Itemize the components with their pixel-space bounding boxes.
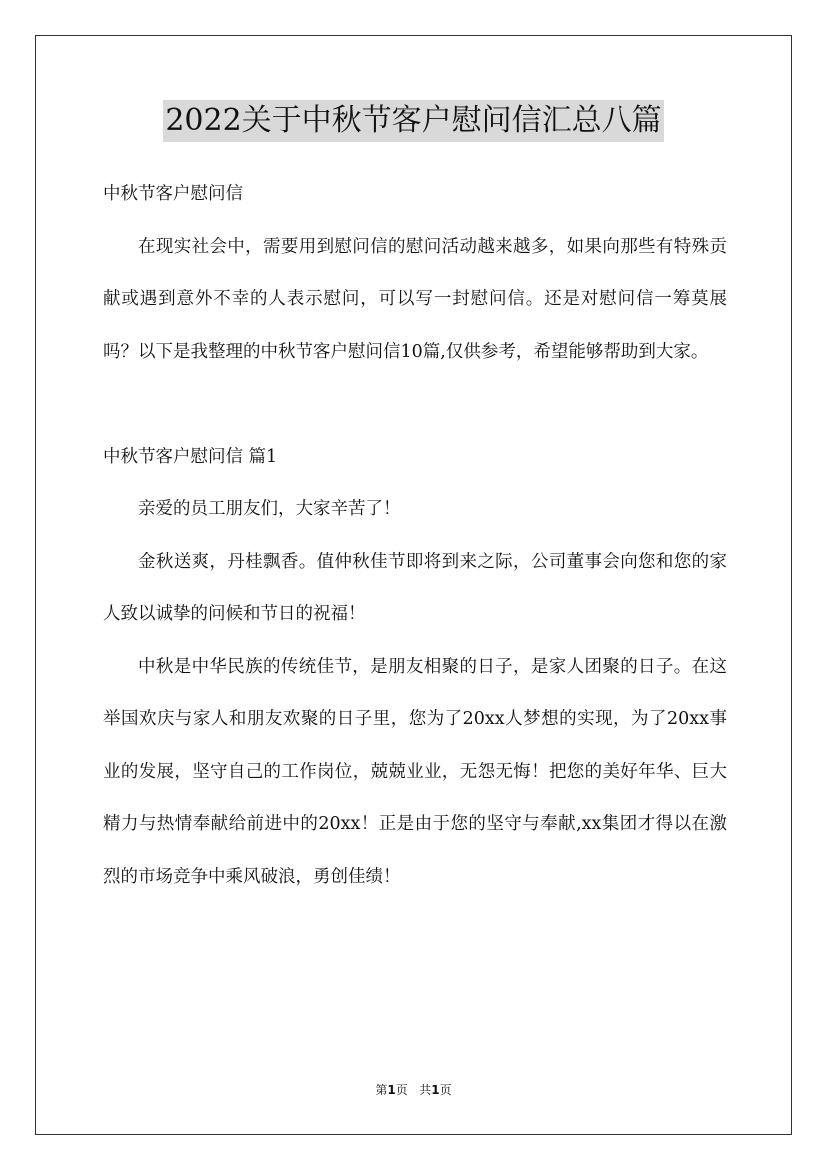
blank-line [103,378,727,431]
page-total: 1 [431,1083,440,1097]
paragraph: 金秋送爽，丹桂飘香。值仲秋佳节即将到来之际，公司董事会向您和您的家人致以诚挚的问候和节日的祝福！ [103,551,727,624]
total-unit: 页 [439,1083,452,1097]
paragraph: 亲爱的员工朋友们，大家辛苦了！ [138,499,401,519]
section-heading: 中秋节客户慰问信 篇1 [103,446,278,467]
page-prefix: 第 [375,1083,388,1097]
total-prefix: 共 [419,1083,432,1097]
title-container [0,100,827,142]
section-heading: 中秋节客户慰问信 [103,184,243,204]
document-title: 2022关于中秋节客户慰问信汇总八篇 [163,100,663,142]
page-footer [0,1082,827,1098]
page-unit: 页 [395,1083,408,1097]
paragraph: 在现实社会中，需要用到慰问信的慰问活动越来越多，如果向那些有特殊贡献或遇到意外不幸的人表示慰问，可以写一封慰问信。还是对慰问信一筹莫展吗？以下是我整理的中秋节客户慰问信10篇,仅供参考，希望能够帮助到大家。 [103,236,727,362]
paragraph: 中秋是中华民族的传统佳节，是朋友相聚的日子，是家人团聚的日子。在这举国欢庆与家人和朋友欢聚的日子里，您为了20xx人梦想的实现，为了20xx事业的发展，坚守自己的工作岗位，兢兢业业，无怨无悔！把您的美好年华、巨大精力与热情奉献给前进中的20xx！正是由于您的坚守与奉献,xx集团才得以在激烈的市场竞争中乘风破浪，勇创佳绩！ [103,656,727,887]
page-current: 1 [387,1083,396,1097]
document-body [103,168,727,903]
